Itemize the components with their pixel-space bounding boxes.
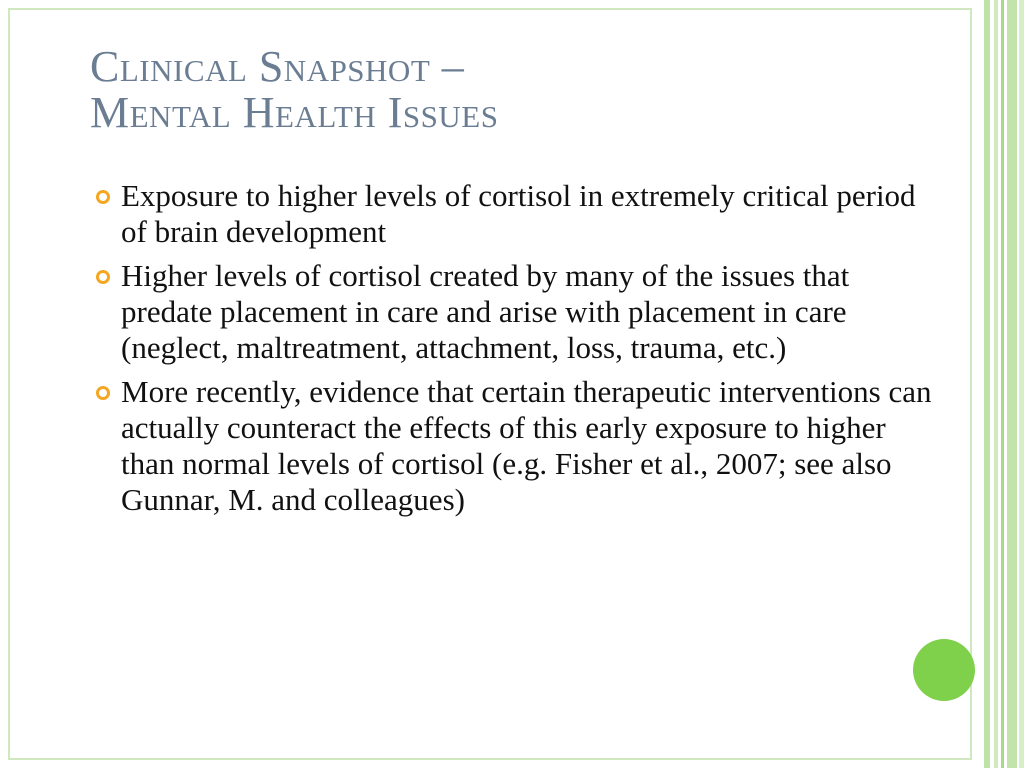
bullet-list [92,178,932,526]
slide-title-line-2: Mental Health Issues [90,88,499,137]
stripe [984,0,990,768]
ring-bullet-icon [96,270,110,284]
bullet-text: Higher levels of cortisol created by many of the issues that predate placement in care and arise with placement in care (neglect, maltreatment, attachment, loss, trauma, etc.) [121,258,850,365]
green-circle-icon [913,639,975,701]
bullet-item [92,374,932,518]
stripe [994,0,998,768]
ring-bullet-icon [96,190,110,204]
stripe [1019,0,1024,768]
slide-title-line-1: Clinical Snapshot – [90,42,465,91]
bullet-text: More recently, evidence that certain therapeutic interventions can actually counteract the effects of this early exposure to higher than normal levels of cortisol (e.g. Fisher et al., 2007; see also Gunnar, M. and colleagues) [121,374,932,517]
slide-title [90,44,950,136]
stripe [1001,0,1004,768]
stripe [1007,0,1017,768]
ring-bullet-icon [96,386,110,400]
right-stripes [984,0,1024,768]
bullet-text: Exposure to higher levels of cortisol in extremely critical period of brain development [121,178,916,249]
bullet-item [92,178,932,250]
bullet-item [92,258,932,366]
